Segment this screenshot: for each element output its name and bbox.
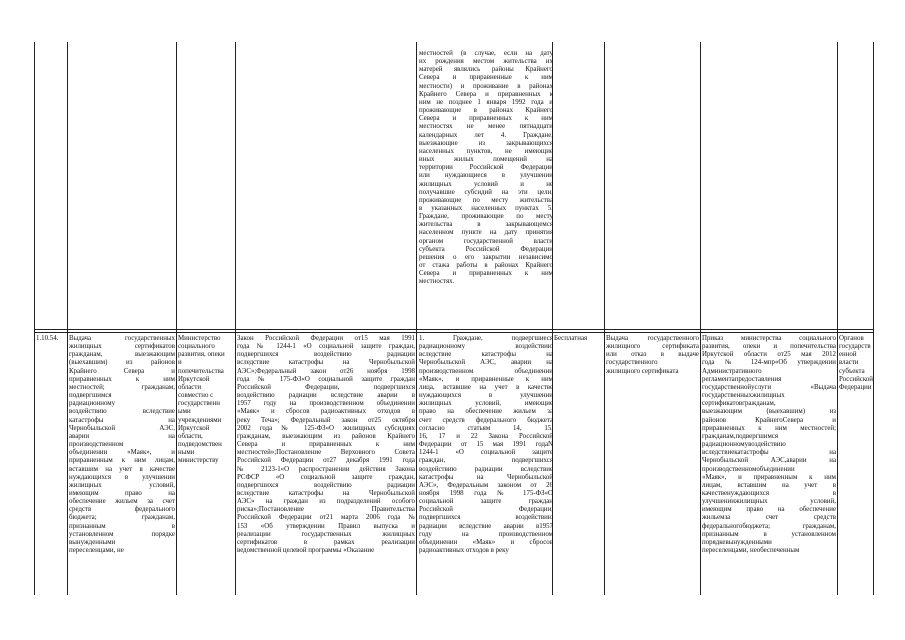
cell-text-line: местности) и проживание в районах [419,82,553,90]
cell-text-line: государственныхжилищных [702,392,785,400]
cell-text-line: Административного [702,367,762,375]
cell-text-line: подвергшихся воздействию [419,514,553,522]
cell-text-line: приравненных к ним местностей; [702,424,836,432]
cell-text-line: социальной защите граждан [419,498,553,506]
cell-text-line: енной [839,351,857,359]
cell-text-line: 1244-1 «О социальной защите [419,449,553,457]
cell-text-line: жилищного сертификата [606,343,699,351]
cell-text-line: Иркутской [178,375,210,383]
responsible-body-cell [178,335,235,597]
table-border-left [34,42,35,595]
cell-text-line: установленном порядке [69,530,175,538]
cell-text-line: Российской Федерации от27 декабря 1991 года [237,457,415,465]
cell-text-line: нуждающихся в улучшении [69,473,175,481]
cell-text-line: право на обеспечение жильем за [419,408,553,416]
cell-text-line: проживающие по месту жительства [419,196,553,204]
cell-text-line: года № 124-мпр«Об утверждении [702,359,836,367]
cell-text-line: радиационномувоздействию [702,441,786,449]
cell-text-line: Российской Федерации от21 марта 2006 года № [237,514,415,522]
cell-text-line: «Маяк», и приравненные к ним [419,375,553,383]
cell-text-line: области [178,383,202,391]
cell-text-line: гражданам, выезжающим [69,351,175,359]
cell-text-line: производственном [69,441,124,449]
cell-text-line: Чернобыльской АЭС, [69,424,175,432]
cell-text-line: переселенцами, не [69,547,124,555]
cell-text-line: иных жилых помещений на [419,156,553,164]
cell-text-line: объединении «Маяк» и сбросов [419,538,553,546]
eligible-recipients-cell [419,335,553,597]
table-column-divider [67,42,68,595]
cell-text-line: подвергшихся воздействию радиации [237,481,415,489]
row-number [36,335,68,343]
cell-text-line: согласно статьям 14, 15, [419,424,553,432]
cell-text-line: Федерации от 15 мая 1991 годаN [419,441,553,449]
cell-text-line: выезжающим (выехавшим) из [702,408,836,416]
cell-text-line: жительства в закрывающемся [419,221,553,229]
cell-text-line: их рождения местом жительства их [419,58,553,66]
cell-text-line: учреждениями [178,416,222,424]
cell-text-line: 153 «Об утверждении Правил выпуска и [237,522,415,530]
table-column-divider [700,42,701,595]
cell-text-line: гражданам, выезжающим из районов Крайнего [237,432,415,440]
cell-text-line: Иркутской области от25 мая 2012 [702,351,836,359]
cell-text-line: Севера и приравненные к ним [419,74,553,82]
cell-text-line: территории Российской Федерации [419,164,553,172]
cell-text-line: вынужденными [69,538,116,546]
cell-text-line: жилищных условий, имеющие [419,400,553,408]
cell-text-line: Выдача государственного [606,335,699,342]
cell-text-line: Российской Федерации, подвергшихся [237,383,415,391]
table-row-divider [34,332,874,333]
cell-text-line: радиоактивных отходов в реку [419,547,509,555]
cell-text-line: ноября 1998 года № 175-ФЗ«О [419,489,553,497]
table-row-divider [34,329,874,330]
cell-text-line: Иркутской [178,424,210,432]
cell-text-line: воздействию радиации вследствие [419,465,553,473]
cell-text-line: РСФСР «О социальной защите граждан, [237,473,415,481]
cell-text-line: регламентапредоставления [702,375,782,383]
cell-text-line: решения о его закрытии независимо [419,253,553,261]
cell-text-line: Федерации [839,383,872,391]
cell-text-line: местностей»;Постановление Верховного Совета [237,449,415,457]
cell-text-line: АЭС» на граждан из подразделений особого [237,498,415,506]
cell-text-line: нуждающихся в улучшении [419,392,553,400]
cell-text-line: министерству [178,457,219,465]
cell-text-line: Крайнего Севера и [69,367,175,375]
cell-text-line: жилищных условий, [69,481,175,489]
cell-text-line: жилищных условий и не [419,180,553,188]
cell-text-line: вследствие катастрофы на [419,351,553,359]
cell-text-line: от стажа работы в районах Крайнего [419,262,553,270]
cell-text-line: выезжающие из закрывающихся [419,139,553,147]
cell-text-line: местностей; гражданам, [69,383,175,391]
cell-text-line: области, [178,432,203,440]
cell-text-line: подвергшимся [69,392,112,400]
legal-basis-cell [237,335,415,597]
cell-text-line: Закон Российской Федерации от15 мая 1991 [237,335,415,342]
cell-text-line: государственн [178,400,220,408]
cell-text-line: государственного [606,359,658,367]
cell-text-line: АЭС», Федеральным законом от 26 [419,481,553,489]
cell-text-line: государств [839,343,871,351]
cell-text-line: лица, вставшие на учет в качестве [419,383,553,391]
table-border-right [873,42,874,595]
cell-text-line: развития, опеки [178,351,225,359]
table-column-divider [235,42,236,595]
payment-terms-text: Бесплатная [554,335,588,342]
cell-text-line: катастрофы на [69,416,175,424]
cell-text-line: Российской Федерации, [419,506,553,514]
cell-text-line: катастрофы на Чернобыльской [419,473,553,481]
cell-text-line: населенном пункте на дату принятия [419,229,553,237]
cell-text-line: ним не позднее 1 января 1992 года и [419,98,553,106]
cell-text-line: местностях не менее пятнадцати [419,123,553,131]
cell-text-line: году на производственном [419,530,553,538]
cell-text-line: воздействию радиации вследствие аварии в [237,392,415,400]
top-row-eligibility-cell [419,50,553,329]
cell-text-line: приравненным к ним лицам, [69,457,175,465]
cell-text-line: федеральногобюджета; гражданам, [702,522,836,530]
cell-text-line: воздействию вследствие [69,408,175,416]
cell-text-line: Крайнего Севера и приравненных к [419,90,553,98]
cell-text-line: (выехавшим) из районов [69,359,175,367]
cell-text-line: переселенцами, необеспеченным [702,547,800,555]
cell-text-line: качественуждающихся в [702,489,836,497]
cell-text-line: года № 175-ФЗ«О социальной защите граждан [237,375,415,383]
cell-text-line: 1. Граждане, подвергшиеся [419,335,553,342]
cell-text-line: граждан, подвергшихся [419,457,553,465]
cell-text-line: подведомствен [178,441,222,449]
cell-text-line: 2002 года № 125-ФЗ«О жилищных субсидиях [237,424,415,432]
cell-text-line: жилищных сертификатов [69,343,175,351]
cell-text-line: обеспечение жильем за счет [69,498,175,506]
cell-text-line: бюджета; гражданам, [69,514,175,522]
cell-text-line: лицам, вставшим на учет в [702,481,836,489]
cell-text-line: ными [178,449,195,457]
cell-text-line: власти [839,359,859,367]
cell-text-line: календарных лет 4. Граждане, [419,131,553,139]
cell-text-line: Севера и приравненных к ним [237,441,415,449]
cell-text-line: или нуждающиеся в улучшении [419,172,553,180]
cell-text-line: жилищного сертификата [606,367,679,375]
cell-text-line: социального [178,343,215,351]
cell-text-line: вследствиекатастрофы на [702,449,836,457]
cell-text-line: развития, опеки и попечительства [702,343,836,351]
cell-text-line: риска»;Постановление Правительства [237,506,415,514]
cell-text-line: 1957 году на производственном объединении [237,400,415,408]
cell-text-line: Выдача государственных [69,335,175,342]
cell-text-line: и [178,359,182,367]
cell-text-line: приравненных к ним [69,375,175,383]
cell-text-line: Приказ министерства социального [702,335,836,342]
cell-text-line: Министерство [178,335,221,342]
authority-level-cell [839,335,873,392]
cell-text-line: аварии на [69,432,175,440]
cell-text-line: радиационному воздействию [419,343,553,351]
cell-text-line: Российской [839,375,873,383]
cell-text-line: реку Теча»; Федеральный закон от25 октября [237,416,415,424]
administrative-regulation-cell [702,335,836,597]
cell-text-line: № 2123-1«О распространении действия Закона [237,465,415,473]
cell-text-line: вследствие катастрофы на Чернобыльской [237,489,415,497]
cell-text-line: радиации вследствие аварии в1957 [419,522,553,530]
cell-text-line: получавшие субсидий на эти цели, [419,188,553,196]
cell-text-line: объединении «Маяк», и [69,449,175,457]
service-result-cell [606,335,699,376]
cell-text-line: вследствие катастрофы на Чернобыльской [237,359,415,367]
cell-text-line: сертификатовгражданам, [702,400,776,408]
cell-text-line: районов КрайнегоСевера и [702,416,836,424]
cell-text-line: местностях. [419,278,455,286]
cell-text-line: вставшим на учет в качестве [69,465,175,473]
cell-text-line: совместно с [178,392,214,400]
cell-text-line: радиационному [69,400,116,408]
cell-text-line: Севера и приравненных к ним [419,115,553,123]
cell-text-line: проживающие в районах Крайнего [419,107,553,115]
cell-text-line: государственнойуслуги «Выдача [702,383,836,391]
cell-text-line: Граждане, проживающие по месту [419,213,553,221]
cell-text-line: ыми [178,408,191,416]
payment-terms-cell [554,335,604,343]
service-name-cell [69,335,175,597]
cell-text-line: «Маяк» и сбросов радиоактивных отходов в [237,408,415,416]
cell-text-line: ведомственной целевой программы «Оказание [237,547,375,555]
cell-text-line: Чернобыльской АЭС,аварии на [702,457,836,465]
cell-text-line: «Маяк», и приравненным к ним [702,473,836,481]
cell-text-line: местностей (в случае, если на дату [419,50,553,57]
cell-text-line: имеющим право на обеспечение [702,506,836,514]
cell-text-line: 16, 17 и 22 Закона Российской [419,432,553,440]
cell-text-line: Севера и приравненных к ним [419,270,553,278]
table-column-divider [837,42,838,595]
cell-text-line: производственном объединении [419,367,553,375]
cell-text-line: года № 1244-1 «О социальной защите граждан, [237,343,415,351]
cell-text-line: Чернобыльской АЭС, аварии на [419,359,553,367]
table-column-divider [416,42,417,595]
cell-text-line: населенных пунктов, не имеющие [419,147,553,155]
cell-text-line: признанным в установленном [702,530,836,538]
cell-text-line: сертификатов в рамках реализации [237,538,415,546]
cell-text-line: порядкевынужденными [702,538,772,546]
cell-text-line: в указанных населенных пунктах 5. [419,204,553,212]
cell-text-line: улучшениижилищных условий, [702,498,836,506]
cell-text-line: матерей являлись районы Крайнего [419,66,553,74]
cell-text-line: имеющим право на [69,489,175,497]
cell-text-line: Органов [839,335,864,342]
cell-text-line: гражданам,подвергшимся [702,432,779,440]
cell-text-line: счет средств федерального бюджета [419,416,553,424]
cell-text-line: или отказ в выдаче [606,351,699,359]
table-column-divider [176,42,177,595]
cell-text-line: попечительства [178,367,224,375]
cell-text-line: субъекта [839,367,865,375]
cell-text-line: производственномобъединении [702,465,795,473]
cell-text-line: субъекта Российской Федерации [419,245,553,253]
cell-text-line: жильемза счет средств [702,514,836,522]
cell-text-line: АЭС»;Федеральный закон от26 ноября 1998 [237,367,415,375]
table-column-divider [604,42,605,595]
cell-text-line: признанным в [69,522,175,530]
cell-text-line: подвергшихся воздействию радиации [237,351,415,359]
cell-text-line: средств федерального [69,506,175,514]
cell-text-line: реализации государственных жилищных [237,530,415,538]
row-number-text: 1.10.54. [36,335,59,342]
cell-text-line: органом государственной власти [419,237,553,245]
